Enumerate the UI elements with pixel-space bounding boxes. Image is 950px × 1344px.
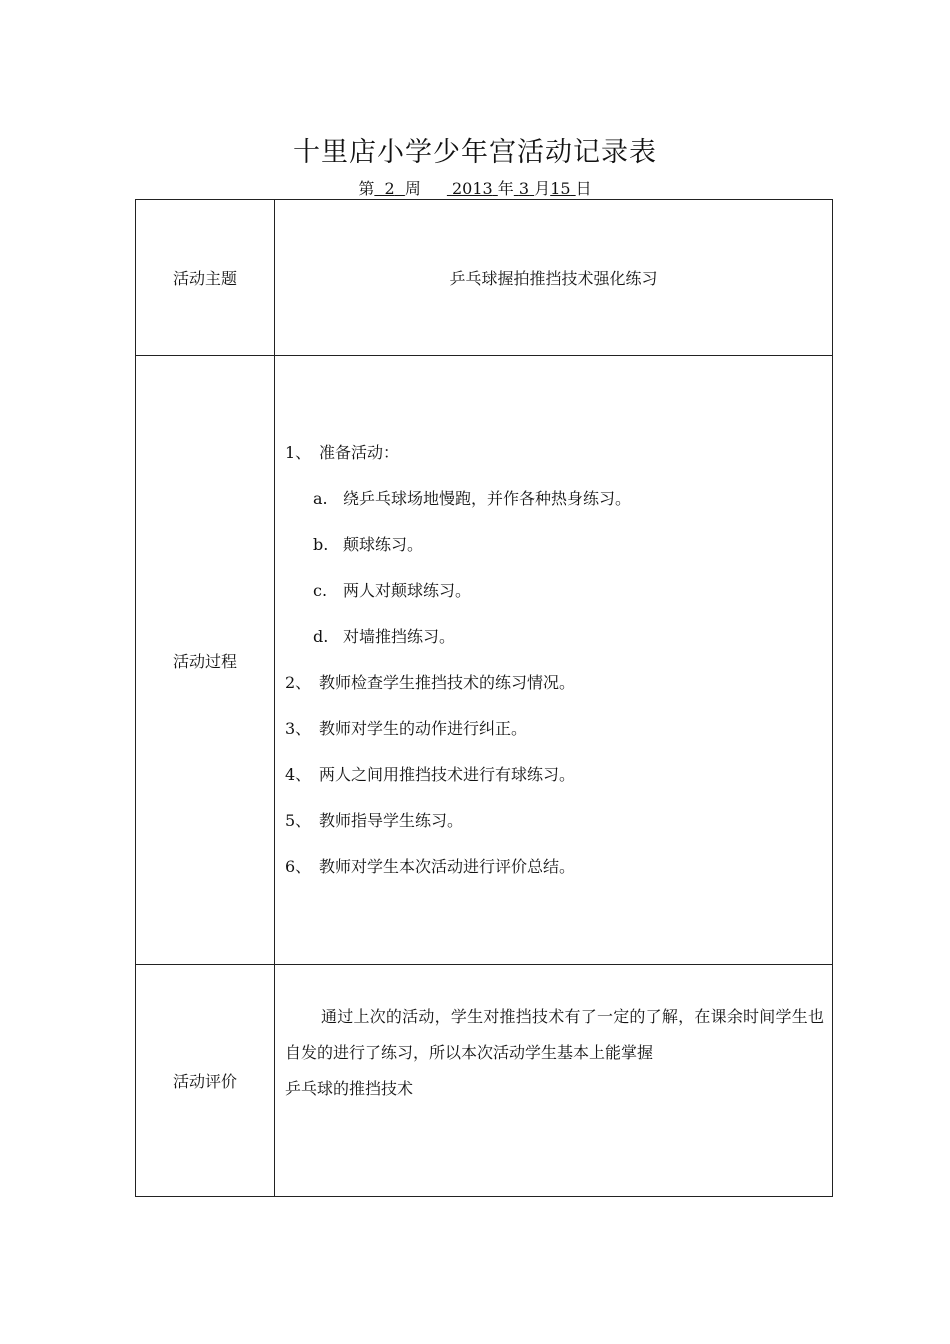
week-prefix: 第 <box>358 179 375 198</box>
date-line <box>0 176 950 199</box>
process-step: 2、 教师检查学生推挡技术的练习情况。 <box>285 673 576 692</box>
year-value: 2013 <box>451 179 493 198</box>
month-suffix: 月 <box>534 179 551 198</box>
process-step-list <box>275 430 832 890</box>
week-suffix: 周 <box>404 179 421 198</box>
process-step: 6、 教师对学生本次活动进行评价总结。 <box>285 857 576 876</box>
day-value: 15 <box>550 179 571 198</box>
process-step: 4、 两人之间用推挡技术进行有球练习。 <box>285 765 576 784</box>
document-title: 十里店小学少年宫活动记录表 <box>293 137 657 168</box>
evaluation-tail: 乒乓球的推挡技术 <box>285 1079 414 1098</box>
day-suffix: 日 <box>575 179 592 198</box>
warmup-substep: c. 两人对颠球练习。 <box>313 581 472 600</box>
evaluation-label: 活动评价 <box>136 965 275 1197</box>
warmup-substep: a. 绕乒乓球场地慢跑，并作各种热身练习。 <box>313 489 632 508</box>
process-content <box>275 356 833 965</box>
week-number: 2 <box>384 179 395 198</box>
evaluation-text: 通过上次的活动，学生对推挡技术有了一定的了解，在课余时间学生也自发的进行了练习，所以本次活动学生基本上能掌握 <box>285 1007 824 1062</box>
warmup-substep: b. 颠球练习。 <box>313 535 424 554</box>
warmup-substep: d. 对墙推挡练习。 <box>313 627 456 646</box>
topic-row <box>136 200 833 356</box>
year-suffix: 年 <box>497 179 514 198</box>
process-step: 5、 教师指导学生练习。 <box>285 811 464 830</box>
process-row <box>136 356 833 965</box>
evaluation-content <box>275 965 833 1197</box>
activity-record-table <box>135 199 833 1197</box>
topic-value: 乒乓球握拍推挡技术强化练习 <box>275 200 833 356</box>
warmup-substep-list <box>285 476 832 660</box>
month-value: 3 <box>518 179 530 198</box>
topic-label: 活动主题 <box>136 200 275 356</box>
evaluation-row <box>136 965 833 1197</box>
process-step: 3、 教师对学生的动作进行纠正。 <box>285 719 528 738</box>
process-label: 活动过程 <box>136 356 275 965</box>
process-step: 1、 准备活动： a. 绕乒乓球场地慢跑，并作各种热身练习。 b. 颠球练习。 c. 两人对颠球练习。 d. 对墙推挡练习。 <box>285 430 832 660</box>
